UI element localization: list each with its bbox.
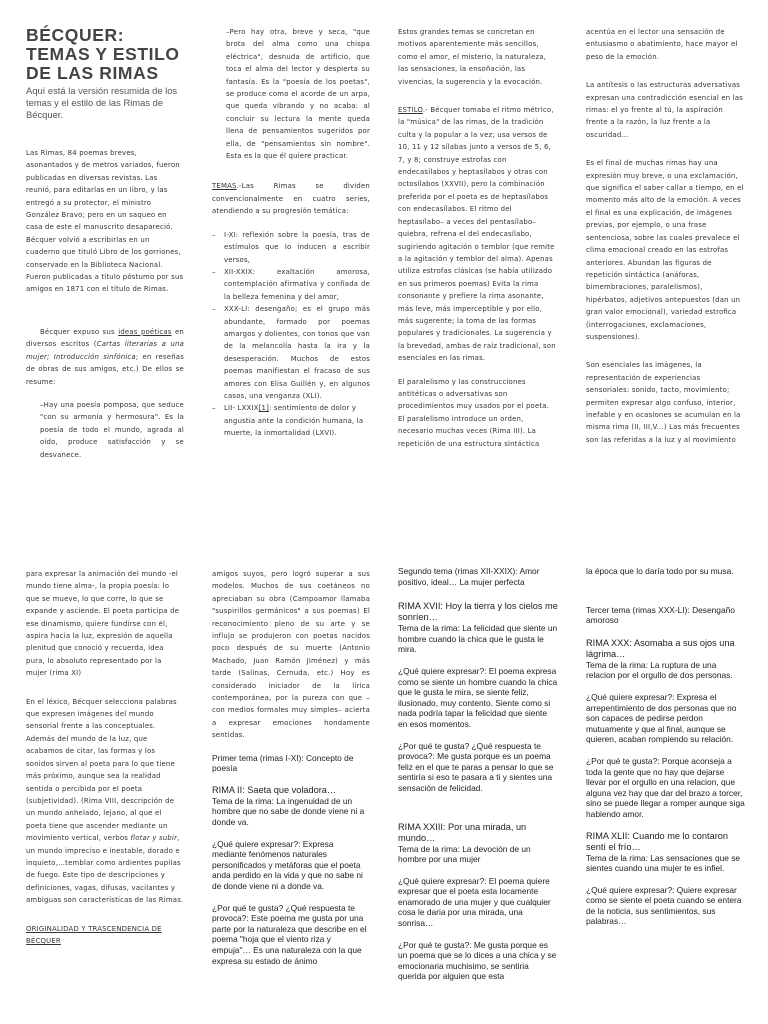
estilo-label: ESTILO <box>398 106 423 115</box>
paragraph: Bécquer expuso sus ideas poéticas en diversos escritos (Cartas literarias a una mujer; Introducción sinfónica; en reseñas de obras de sus amigos, etc.) De ellos se resume: <box>26 327 185 386</box>
rima-title: RIMA XLII: Cuando me lo contaron sentí el frío… <box>586 830 728 852</box>
rima-expresion: ¿Qué quiere expresar?: Expresa mediante fenómenos naturales personificados y metáforas que el poeta anda perdido en la vida y que no sabe ni de donde viene ni a donde va. <box>212 838 363 892</box>
rima-tema: Tema de la rima: La ingenuidad de un hombre que no sabe de donde viene ni a donde va. <box>212 795 365 828</box>
rima-expresion: ¿Qué quiere expresar?: Expresa el arrepentimiento de dos personas que no son capaces de pedirse perdon mutuamente y que al final, aunque se quieren, acaban rompiendo su relación. <box>586 691 737 745</box>
rima-tema: Tema de la rima: La devoción de un hombre por una mujer <box>398 843 531 865</box>
rima-expresion: ¿Qué quiere expresar?: El poema quiere expresar que el poeta esta locamente enamorado de una mujer y que cualquier cosa le daria por una mirada, una sonrisa… <box>398 875 551 929</box>
rima-tema: Tema de la rima: La felicidad que siente un hombre cuando la chica que le gusta le mira. <box>398 623 558 655</box>
rima-opinion: ¿Por qué te gusta?: Me gusta porque es un poema que se lo dices a una chica y se emocionaria muchisimo, se sentiria querida por alguien que esta <box>398 939 557 982</box>
temas-label: TEMAS <box>212 182 237 191</box>
page-title: BÉCQUER: TEMAS Y ESTILO DE LAS RIMAS <box>26 25 180 83</box>
paragraph: Es el final de muchas rimas hay una expresión muy breve, o una exclamación, que significa el saber callar a tiempo, en el momento más alto de la emoción. A veces el final es una explicación, de imágenes previas, por ejemplo, o una frase sentenciosa, sobre las cuales prevalece el clima emocional creado en las estrofas anteriores. Abundan las figuras de repetición sintáctica (anáforas, bimembraciones, paralelismos), hipérbatos, adjetivos antepuestos (dan un gran valor emocional), variedad estroﬁca (interrogaciones, exclamaciones, suspensiones). <box>586 159 744 341</box>
temas-paragraph: TEMAS.-Las Rimas se dividen convencionalmente en cuatro series, atendiendo a su progresión temática: <box>212 182 370 216</box>
rima-expresion: ¿Qué quiere expresar?: Quiere expresar como se siente el poeta cuando se entera de la noticia, sus sentimientos, sus palabras… <box>586 884 742 927</box>
footnote-link[interactable]: [1] <box>258 404 269 413</box>
column-3 <box>398 26 556 461</box>
paragraph: la época que lo daría todo por su musa. <box>586 566 734 576</box>
lead-text: Aquí está la versión resumida de los temas y el estilo de las Rimas de Bécquer. <box>26 85 178 120</box>
paragraph: amigos suyos, pero logró superar a sus modelos. Muchos de sus coetáneos no apreciaban su obra (Campoamor llamaba "suspirillos germánicos" a sus poemas) El reconocimiento pleno de su arte y se influjo se produjeron con poetas nacidos poco después de su muerte (Antonio Machado, Juan Ramón Jiménez) y más tarde (Salinas, Cernuda, etc.) Hoy es considerado iniciador de la lírica contemporánea, por la pureza con que – con medios formales muy simples– acierta a expresar emociones hondamente sentidas. <box>212 570 370 740</box>
column-7 <box>398 566 558 993</box>
ideas-poeticas-link[interactable]: ideas poéticas <box>118 327 172 336</box>
tema-heading: Primer tema (rimas I-XI): Concepto de poesía <box>212 752 354 774</box>
column-5 <box>26 568 184 958</box>
paragraph: –Hay una poesía pomposa, que seduce "con su armonía y hermosura". Es la poesía de todo el mundo, agrada al oído, produce satisfacción y se desvanece. <box>40 400 184 459</box>
list-item: – I-XI: reflexión sobre la poesía, tras de estímulos que lo inducen a escribir versos, <box>212 229 370 266</box>
tema-heading: Segundo tema (rimas XII-XXIX): Amor positivo, ideal… La mujer perfecta <box>398 566 540 587</box>
rima-opinion: ¿Por qué te gusta? ¿Qué respuesta te provoca?: Me gusta porque es un poema feliz en el que te paras a pensar lo que se sentiría si eso te pasara a ti y sientes una sensación de felicidad. <box>398 740 554 793</box>
column-2 <box>212 26 370 440</box>
paragraph: La antítesis o las estructuras adversativas expresan una contradicción esencial en las rimas: el yo frente al tú, la aspiración frente a la razón, la luz frente a la oscuridad… <box>586 81 744 139</box>
paragraph: En el léxico, Bécquer selecciona palabras que expresen imágenes del mundo sensorial frente a las conceptuales. Además del mundo de la luz, que acabamos de citar, las formas y los sonidos sirven al poeta para lo que tiene más próximo, aunque sea la realidad sentida o percibida por el poeta (subjetividad). (Rima VIII, descripción de un mundo anhelado, lejano, al que el poeta tiene que ascender mediante un movimiento vertical, verbos flotar y subir, un mundo impreciso e inestable, dorado e inquieto,…temblar como ardientes pupilas de fuego. Este tipo de descripciones y definiciones, vagas, difusas, vacilantes y ambiguas son características de las Rimas. <box>26 697 184 905</box>
column-1 <box>26 26 184 472</box>
column-8 <box>586 566 746 938</box>
rima-tema: Tema de la rima: La ruptura de una relacion por el orgullo de dos personas. <box>586 659 733 681</box>
rima-opinion: ¿Por qué te gusta? ¿Qué respuesta te provoca?: Este poema me gusta por una parte por la naturaleza que describe en el poema "hoja que el viento riza y empuja"… Es una naturaleza con la que expresa su estado de ánimo <box>212 902 367 966</box>
rima-title: RIMA II: Saeta que voladora… <box>212 784 337 795</box>
paragraph: Estos grandes temas se concretan en motivos aparentemente más sencillos, como el amor, el misterio, la naturaleza, las sensaciones, la ensoñación, las vivencias, la sugerencia y la evocación. <box>398 28 547 86</box>
rima-tema: Tema de la rima: Las sensaciones que se sientes cuando una mujer te es infiel. <box>586 852 741 874</box>
rima-title: RIMA XXX: Asomaba a sus ojos una lágrima… <box>586 637 735 659</box>
rima-title: RIMA XVII: Hoy la tierra y los cielos me sonríen… <box>398 601 558 623</box>
paragraph: –Pero hay otra, breve y seca, "que brota del alma como una chispa eléctrica", desnuda de artificio, que toca el alma del lector y despierta su fantasía. Es la "poesía de los poetas", se produce como el acorde de un arpa, que queda vibrando y no acaba: al concluir su lectura la mente queda llena de pensamientos sugeridos por ella, de "pensamientos sin nombre". Esta es la que él quiere practicar. <box>226 28 370 161</box>
rima-expresion: ¿Qué quiere expresar?: El poema expresa como se siente un hombre cuando la chica que le gusta le mira, se siente feliz, ilusionado, muy contento. Siente como si nada podría tapar la felicidad que siente en esos momentos. <box>398 665 558 729</box>
rima-title: RIMA XXIII: Por una mirada, un mundo… <box>398 821 527 843</box>
paragraph: para expresar la animación del mundo -el mundo tiene alma-, la propia poesía: lo que se mueve, lo que corre, lo que se expande y asciende. El poeta participa de ese dinamismo, quiere fundirse con él, aspira hacia la luz, expresión de aquella plenitud que conoció y recuerda, idea pura, lo absoluto representado por la mujer (rima XI) <box>26 570 180 678</box>
paragraph: Las Rimas, 84 poemas breves, asonantados y de metros variados, fueron publicadas en diversas revistas. Las reunió, para editarlas en un libro, y las entregó a su protector, el ministro González Bravo; pero en un saqueo en casa de este el manuscrito desapareció. Bécquer volvió a escribirlas en un cuaderno que tituló Libro de los gorriones, conservado en la Biblioteca Nacional. Fueron publicadas a título póstumo por sus amigos en 1871 con el título de Rimas. <box>26 149 184 294</box>
column-4 <box>586 26 746 457</box>
originalidad-link[interactable]: ORIGINALIDAD Y TRASCENDENCIA DE BÉCQUER <box>26 924 162 945</box>
estilo-paragraph: ESTILO.- Bécquer tomaba el ritmo métrico, la "música" de las rimas, de la tradición culta y la popular a la vez; usa versos de 10, 11 y 12 sílabas junto a versos de 5, 6, 7, y 8; construye estrofas con endecasílabos y heptasílabos y otras con octosílabos (XXVII), pero la combinación preferida por el poeta es de heptasílabos con endecasílabos. El ritmo del heptasílabo– a veces del pentasílabo– quiebra, refrena el del endecasílabo, sugiriendo agitación o temblor (que remite a la agitación y temblor del alma). Apenas utiliza estrofas clásicas (se había utilizado en sus primeros poemas) Evita la rima consonante y prefiere la rima asonante, más leve, más imperceptible y por ello, más sugerente; la toma de las formas populares y tradicionales. La sugerencia y la brevedad, ambas de raíz tradicional, son esenciales en las rimas. <box>398 106 556 363</box>
paragraph: El paralelismo y las construcciones antitéticas o adversativas son procedimientos muy usados por el poeta. El paralelismo introduce un orden, necesario muchas veces (Rima III). La repetición de una estructura sintáctica <box>398 377 550 448</box>
list-item: – XXX-LI: desengaño; es el grupo más abundante, formado por poemas amargos y dolientes, con tonos que van de la melancolía hasta la ira y la desesperación. Muchos de estos poemas manifiestan el fracaso de sus amores con Elisa Guillén y, en algunos casos, una venganza (XLI). <box>212 303 370 402</box>
list-item: – LII- LXXIX[1]: sentimiento de dolor y angustia ante la condición humana, la muerte, la inmortalidad (LXVI). <box>212 402 370 439</box>
list-item: – XII-XXIX: exaltación amorosa, contemplación afirmativa y confiada de la belleza femenina y del amor, <box>212 266 370 303</box>
column-6 <box>212 568 370 977</box>
paragraph: acentúa en el lector una sensación de entusiasmo o abatimiento, hace mayor el peso de la emoción. <box>586 28 738 61</box>
paragraph: Son esenciales las imágenes, la representación de experiencias sensoriales: sonido, tacto, movimiento; permiten expresar algo confuso, interior, inefable y en ocasiones se acumulan en la misma rima (II, III,V...) Las más frecuentes son las referidas a la luz y al movimiento <box>586 361 741 444</box>
rima-opinion: ¿Por qué te gusta?: Porque aconseja a toda la gente que no hay que dejarse llevar por el orgullo en una relacion, que alguna vez hay que dar del brazo a torcer, sino se puede llegar a romper aunque siga habiendo amor. <box>586 755 745 819</box>
tema-heading: Tercer tema (rimas XXX-LI): Desengaño amoroso <box>586 604 735 626</box>
